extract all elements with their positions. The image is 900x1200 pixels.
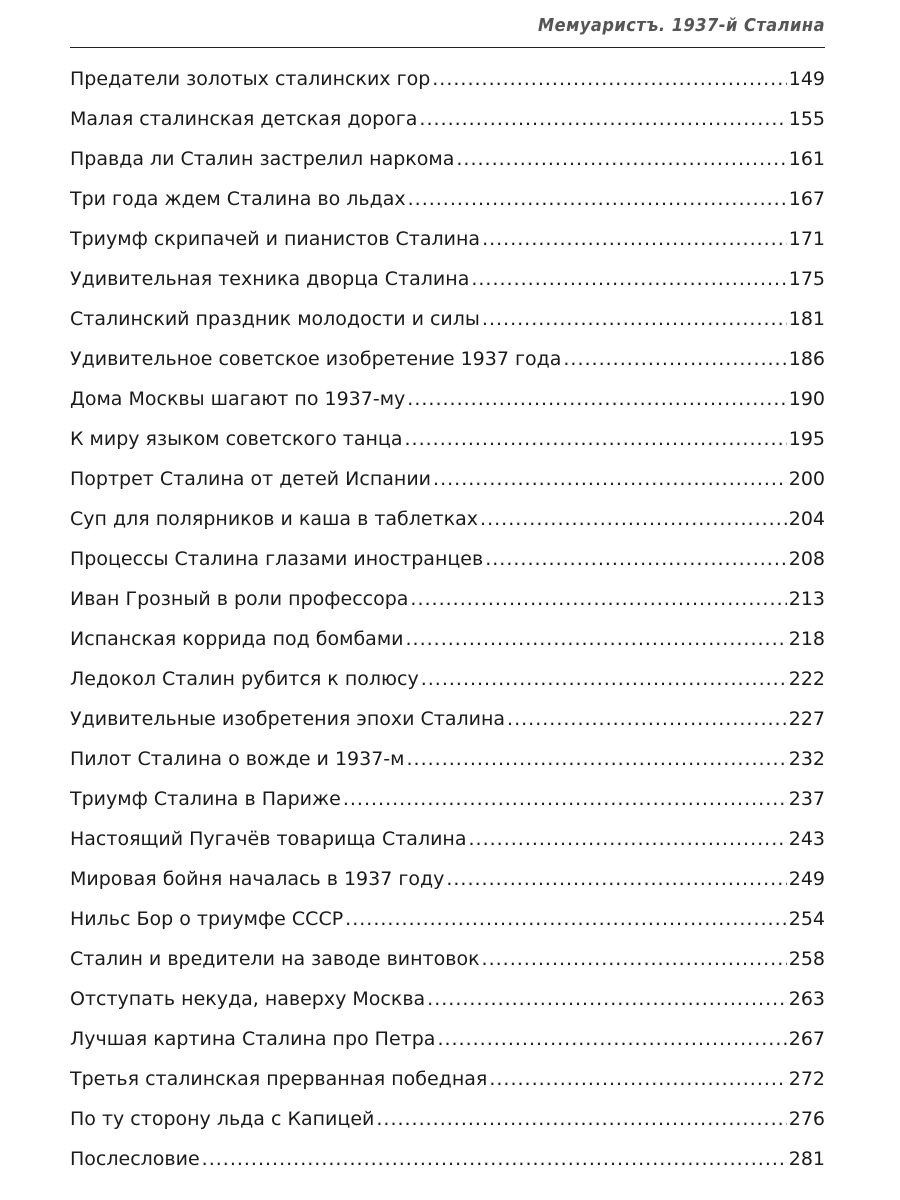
toc-entry-page: 190 [788,388,825,410]
toc-entry-title: Послесловие [70,1148,200,1170]
dot-leader [343,788,787,810]
dot-leader [480,508,787,530]
toc-entry-title: Три года ждем Сталина во льдах [70,188,406,210]
toc-entry-title: Процессы Сталина глазами иностранцев [70,548,484,570]
toc-entry-title: Мировая бойня началась в 1937 году [70,868,445,890]
toc-entry-title: Правда ли Сталин застрелил наркома [70,148,455,170]
toc-entry [70,308,825,348]
table-of-contents [70,68,825,1188]
toc-entry-title: Удивительные изобретения эпохи Сталина [70,708,506,730]
toc-entry-title: Малая сталинская детская дорога [70,108,418,130]
toc-entry [70,748,825,788]
toc-entry-title: Ледокол Сталин рубится к полюсу [70,668,419,690]
toc-entry-title: Испанская коррида под бомбами [70,628,404,650]
toc-entry-page: 195 [788,428,825,450]
toc-entry [70,1148,825,1188]
toc-entry [70,948,825,988]
dot-leader [202,1148,787,1170]
dot-leader [410,588,786,610]
toc-entry-page: 208 [788,548,825,570]
toc-entry [70,468,825,508]
toc-entry-page: 267 [788,1028,825,1050]
dot-leader [489,1068,786,1090]
toc-entry [70,268,825,308]
toc-entry-title: Пилот Сталина о вожде и 1937-м [70,748,405,770]
toc-entry [70,828,825,868]
toc-entry [70,108,825,148]
toc-entry-title: Третья сталинская прерванная победная [70,1068,488,1090]
toc-entry-page: 243 [788,828,825,850]
dot-leader [427,988,787,1010]
dot-leader [437,1028,786,1050]
dot-leader [345,908,787,930]
toc-entry-page: 263 [788,988,825,1010]
toc-entry-page: 171 [788,228,825,250]
toc-entry [70,68,825,108]
dot-leader [419,108,786,130]
toc-entry-page: 254 [788,908,825,930]
toc-entry-page: 213 [788,588,825,610]
toc-entry [70,708,825,748]
dot-leader [507,708,787,730]
toc-entry-title: Настоящий Пугачёв товарища Сталина [70,828,467,850]
toc-entry-page: 161 [788,148,825,170]
dot-leader [469,828,787,850]
toc-entry [70,388,825,428]
toc-entry-title: Сталинский праздник молодости и силы [70,308,480,330]
dot-leader [421,668,787,690]
dot-leader [407,748,787,770]
toc-entry [70,228,825,268]
toc-entry [70,348,825,388]
dot-leader [482,948,787,970]
toc-entry-title: Удивительное советское изобретение 1937 года [70,348,562,370]
header-title: Мемуаристъ. 1937-й Сталина [538,15,825,36]
toc-entry [70,1108,825,1148]
toc-entry-title: Триумф Сталина в Париже [70,788,341,810]
toc-entry-title: Иван Грозный в роли профессора [70,588,409,610]
toc-entry-page: 237 [788,788,825,810]
dot-leader [485,548,787,570]
toc-entry [70,868,825,908]
dot-leader [406,628,787,650]
toc-entry [70,428,825,468]
dot-leader [563,348,786,370]
dot-leader [408,188,787,210]
toc-entry [70,508,825,548]
toc-entry-title: Сталин и вредители на заводе винтовок [70,948,480,970]
toc-entry [70,628,825,668]
toc-entry-page: 200 [788,468,825,490]
dot-leader [446,868,786,890]
toc-entry-page: 276 [788,1108,825,1130]
toc-entry-page: 227 [788,708,825,730]
toc-entry-title: Суп для полярников и каша в таблетках [70,508,479,530]
toc-entry-title: Портрет Сталина от детей Испании [70,468,432,490]
toc-entry-page: 181 [788,308,825,330]
toc-entry-page: 167 [788,188,825,210]
toc-entry [70,908,825,948]
toc-entry-title: По ту сторону льда с Капицей [70,1108,375,1130]
toc-entry-title: Отступать некуда, наверху Москва [70,988,426,1010]
toc-entry [70,1068,825,1108]
toc-entry-page: 175 [788,268,825,290]
toc-entry-page: 249 [788,868,825,890]
running-header [70,0,825,48]
toc-entry-title: Лучшая картина Сталина про Петра [70,1028,436,1050]
dot-leader [456,148,786,170]
toc-entry-title: Предатели золотых сталинских гор [70,68,431,90]
toc-entry-title: Удивительная техника дворца Сталина [70,268,470,290]
toc-entry-title: Триумф скрипачей и пианистов Сталина [70,228,481,250]
toc-entry-page: 232 [788,748,825,770]
toc-entry-page: 258 [788,948,825,970]
toc-entry [70,148,825,188]
toc-entry-page: 281 [788,1148,825,1170]
toc-entry-page: 155 [788,108,825,130]
toc-entry [70,548,825,588]
toc-entry-page: 186 [788,348,825,370]
toc-entry [70,668,825,708]
toc-entry [70,988,825,1028]
dot-leader [482,228,787,250]
dot-leader [376,1108,786,1130]
toc-entry [70,588,825,628]
toc-entry-page: 222 [788,668,825,690]
toc-entry-page: 204 [788,508,825,530]
toc-entry-page: 149 [788,68,825,90]
dot-leader [432,68,786,90]
dot-leader [482,308,787,330]
dot-leader [471,268,786,290]
toc-entry-title: Дома Москвы шагают по 1937-му [70,388,406,410]
toc-entry-title: К миру языком советского танца [70,428,403,450]
toc-entry [70,1028,825,1068]
toc-entry-page: 218 [788,628,825,650]
toc-entry-page: 272 [788,1068,825,1090]
dot-leader [407,388,786,410]
dot-leader [433,468,787,490]
toc-entry-title: Нильс Бор о триумфе СССР [70,908,344,930]
dot-leader [405,428,787,450]
toc-entry [70,788,825,828]
toc-entry [70,188,825,228]
